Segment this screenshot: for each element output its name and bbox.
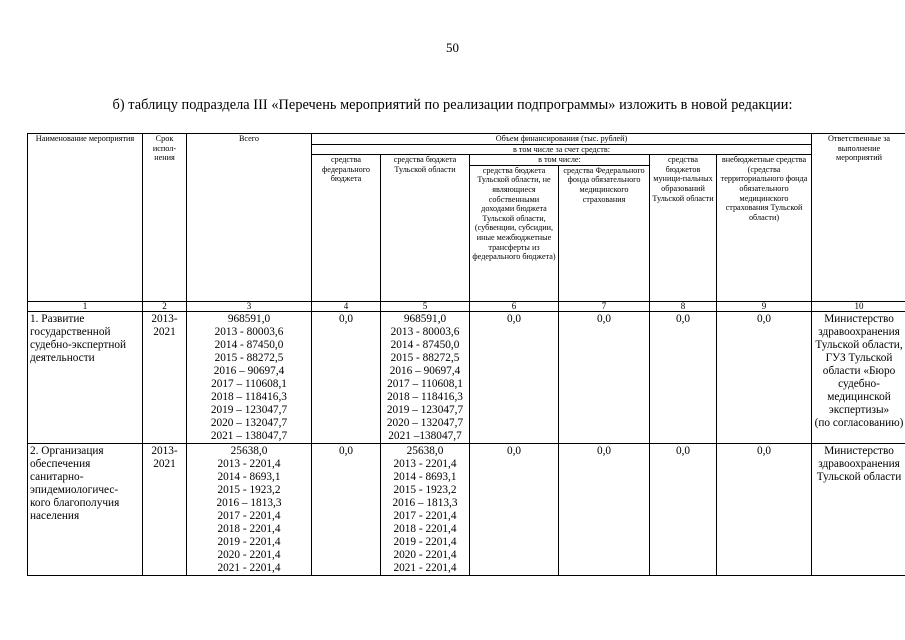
header-municipal: средства бюджетов муници-пальных образований Тульской области <box>650 155 717 302</box>
col-number: 8 <box>650 301 717 311</box>
ffoms-value: 0,0 <box>559 443 650 575</box>
responsible-line: ГУЗ Тульской <box>825 351 893 364</box>
regional-line: 2020 - 2201,4 <box>393 548 457 561</box>
col-number: 9 <box>717 301 812 311</box>
total-values <box>187 443 312 575</box>
name-line: государственной <box>30 325 111 338</box>
header-term: Срок испол-нения <box>143 134 187 302</box>
activity-name <box>28 443 143 575</box>
name-line: 2. Организация <box>30 444 104 457</box>
regional-line: 2019 – 123047,7 <box>386 403 464 416</box>
term-line: 2013- <box>151 444 178 457</box>
header-incl: в том числе: <box>470 155 650 166</box>
total-line: 2013 - 2201,4 <box>217 457 281 470</box>
extrabudget-value: 0,0 <box>717 311 812 443</box>
responsible-line: судебно- <box>838 377 880 390</box>
header-federal: средства федерального бюджета <box>312 155 381 302</box>
header-row-1 <box>28 134 905 145</box>
total-line: 2013 - 80003,6 <box>214 325 284 338</box>
responsible-line: здравоохранения <box>818 325 900 338</box>
col-number: 10 <box>812 301 905 311</box>
regional-line: 2014 - 87450,0 <box>390 338 460 351</box>
total-line: 2016 – 1813,3 <box>216 496 282 509</box>
total-line: 2015 - 88272,5 <box>214 351 284 364</box>
header-total: Всего <box>187 134 312 302</box>
regional-line: 2017 – 110608,1 <box>387 377 463 390</box>
header-financing: Объем финансирования (тыс. рублей) <box>312 134 812 145</box>
responsible <box>812 311 905 443</box>
regional-line: 2021 –138047,7 <box>388 429 462 442</box>
col-number: 7 <box>559 301 650 311</box>
activity-term <box>143 443 187 575</box>
municipal-value: 0,0 <box>650 311 717 443</box>
name-line: обеспечения <box>30 457 91 470</box>
responsible-line: Министерство <box>824 444 894 457</box>
name-line: эпидемиологичес- <box>30 483 119 496</box>
ffoms-value: 0,0 <box>559 311 650 443</box>
responsible-line: Тульской области <box>816 470 902 483</box>
total-line: 2019 – 123047,7 <box>210 403 288 416</box>
section-heading: б) таблицу подраздела III «Перечень мероприятий по реализации подпрограммы» изложить в новой редакции: <box>112 97 793 113</box>
responsible-line: медицинской <box>827 390 891 403</box>
col-number: 1 <box>28 301 143 311</box>
col-number: 4 <box>312 301 381 311</box>
total-line: 968591,0 <box>227 312 271 325</box>
term-line: 2021 <box>153 325 176 338</box>
col-number: 2 <box>143 301 187 311</box>
activities-table <box>27 133 905 576</box>
regional-line: 2018 – 118416,3 <box>387 390 463 403</box>
term-line: 2021 <box>153 457 176 470</box>
total-line: 2021 - 2201,4 <box>217 561 281 574</box>
header-extrabudget: внебюджетные средства (средства территориального фонда обязательного медицинского страхования Тульской области) <box>717 155 812 302</box>
regional-line: 2021 - 2201,4 <box>393 561 457 574</box>
name-line: санитарно- <box>30 470 84 483</box>
regional-line: 2017 - 2201,4 <box>393 509 457 522</box>
name-line: кого благополучия <box>30 496 120 509</box>
name-line: населения <box>30 509 80 522</box>
header-incl-sources: в том числе за счет средств: <box>312 144 812 155</box>
total-line: 2020 – 132047,7 <box>210 416 288 429</box>
header-name: Наименование мероприятия <box>28 134 143 302</box>
regional-line: 2015 - 1923,2 <box>393 483 457 496</box>
municipal-value: 0,0 <box>650 443 717 575</box>
regional-line: 2019 - 2201,4 <box>393 535 457 548</box>
regional-line: 25638,0 <box>406 444 444 457</box>
column-number-row <box>28 301 905 311</box>
regional-line: 2014 - 8693,1 <box>393 470 457 483</box>
total-line: 2014 - 87450,0 <box>214 338 284 351</box>
total-line: 2021 – 138047,7 <box>210 429 288 442</box>
total-line: 25638,0 <box>230 444 268 457</box>
responsible-line: экспертизы» <box>828 403 890 416</box>
header-regional-own: средства бюджета Тульской области, не являющиеся собственными доходами бюджета Тульской области, (субвенции, субсидии, иные межбюджетные трансферты из федерального бюджета) <box>470 165 559 301</box>
col-number: 6 <box>470 301 559 311</box>
total-line: 2020 - 2201,4 <box>217 548 281 561</box>
total-values <box>187 311 312 443</box>
responsible-line: области «Бюро <box>822 364 896 377</box>
regional-values <box>381 311 470 443</box>
total-line: 2014 - 8693,1 <box>217 470 281 483</box>
regional-line: 2015 - 88272,5 <box>390 351 460 364</box>
term-line: 2013- <box>151 312 178 325</box>
responsible-line: (по согласованию) <box>814 416 904 429</box>
name-line: деятельности <box>30 351 95 364</box>
activity-term <box>143 311 187 443</box>
regional-line: 2016 – 90697,4 <box>389 364 461 377</box>
activity-name <box>28 311 143 443</box>
regional-line: 2018 - 2201,4 <box>393 522 457 535</box>
regional-own-value: 0,0 <box>470 443 559 575</box>
page-number: 50 <box>446 40 459 55</box>
col-number: 5 <box>381 301 470 311</box>
regional-line: 2013 - 80003,6 <box>390 325 460 338</box>
total-line: 2017 - 2201,4 <box>217 509 281 522</box>
responsible <box>812 443 905 575</box>
extrabudget-value: 0,0 <box>717 443 812 575</box>
name-line: судебно-экспертной <box>30 338 127 351</box>
federal-value: 0,0 <box>312 443 381 575</box>
regional-line: 2020 – 132047,7 <box>386 416 464 429</box>
total-line: 2017 – 110608,1 <box>211 377 287 390</box>
regional-values <box>381 443 470 575</box>
table-row <box>28 311 905 443</box>
federal-value: 0,0 <box>312 311 381 443</box>
table-row <box>28 443 905 575</box>
regional-own-value: 0,0 <box>470 311 559 443</box>
regional-line: 2013 - 2201,4 <box>393 457 457 470</box>
header-regional: средства бюджета Тульской области <box>381 155 470 302</box>
total-line: 2018 – 118416,3 <box>211 390 287 403</box>
regional-line: 968591,0 <box>403 312 447 325</box>
name-line: 1. Развитие <box>30 312 85 325</box>
col-number: 3 <box>187 301 312 311</box>
responsible-line: здравоохранения <box>818 457 900 470</box>
header-ffoms: средства Федерального фонда обязательного медицинского страхования <box>559 165 650 301</box>
responsible-line: Тульской области, <box>815 338 903 351</box>
total-line: 2019 - 2201,4 <box>217 535 281 548</box>
total-line: 2018 - 2201,4 <box>217 522 281 535</box>
total-line: 2016 – 90697,4 <box>213 364 285 377</box>
header-responsible: Ответственные за выполнение мероприятий <box>812 134 905 302</box>
total-line: 2015 - 1923,2 <box>217 483 281 496</box>
responsible-line: Министерство <box>824 312 894 325</box>
regional-line: 2016 – 1813,3 <box>392 496 458 509</box>
